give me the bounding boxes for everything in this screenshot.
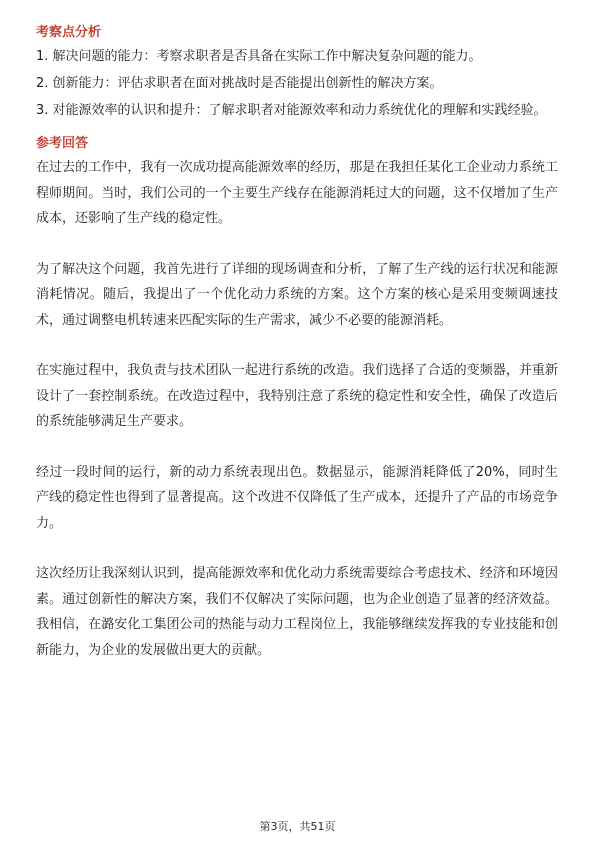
analysis-item: 3. 对能源效率的认识和提升：了解求职者对能源效率和动力系统优化的理解和实践经验。 (36, 103, 547, 118)
answer-paragraph: 为了解决这个问题，我首先进行了详细的现场调查和分析，了解了生产线的运行状况和能源消耗情况。随后，我提出了一个优化动力系统的方案。这个方案的核心是采用变频调速技术，通过调整电机转速来匹配实际的生产需求，减少不必要的能源消耗。 (36, 261, 558, 328)
analysis-item: 2. 创新能力：评估求职者在面对挑战时是否能提出创新性的解决方案。 (36, 76, 443, 91)
page-footer: 第3页，共51页 (259, 820, 336, 833)
answer-paragraph: 经过一段时间的运行，新的动力系统表现出色。数据显示，能源消耗降低了20%，同时生产线的稳定性也得到了显著提高。这个改进不仅降低了生产成本，还提升了产品的市场竞争力。 (36, 464, 558, 531)
answer-paragraph: 在过去的工作中，我有一次成功提高能源效率的经历，那是在我担任某化工企业动力系统工程师期间。当时，我们公司的一个主要生产线存在能源消耗过大的问题，这不仅增加了生产成本，还影响了生产线的稳定性。 (36, 160, 558, 226)
answer-heading: 参考回答 (36, 136, 89, 151)
answer-body (36, 155, 558, 663)
answer-paragraph: 这次经历让我深刻认识到，提高能源效率和优化动力系统需要综合考虑技术、经济和环境因素。通过创新性的解决方案，我们不仅解决了实际问题，也为企业创造了显著的经济效益。我相信，在潞安化工集团公司的热能与动力工程岗位上，我能够继续发挥我的专业技能和创新能力，为企业的发展做出更大的贡献。 (36, 566, 558, 658)
analysis-list (36, 44, 558, 123)
document-page (36, 22, 558, 663)
analysis-item: 1. 解决问题的能力：考察求职者是否具备在实际工作中解决复杂问题的能力。 (36, 49, 482, 64)
analysis-heading: 考察点分析 (36, 25, 102, 40)
answer-paragraph: 在实施过程中，我负责与技术团队一起进行系统的改造。我们选择了合适的变频器，并重新设计了一套控制系统。在改造过程中，我特别注意了系统的稳定性和安全性，确保了改造后的系统能够满足生产要求。 (36, 363, 558, 429)
